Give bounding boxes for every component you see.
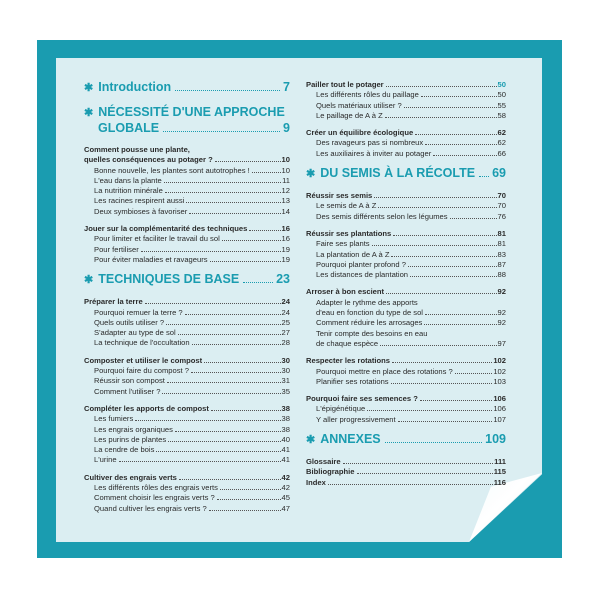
toc-entry <box>306 260 506 270</box>
toc-group <box>84 297 290 348</box>
entry-page-number: 50 <box>497 80 506 89</box>
chapter-entry <box>84 224 290 234</box>
leader-dots <box>408 266 497 267</box>
entry-title: Réussir ses plantations <box>306 228 392 238</box>
toc-entry <box>306 90 506 100</box>
toc-entry <box>306 318 506 328</box>
entry-page-number: 50 <box>497 90 506 100</box>
chapter-entry <box>306 128 506 138</box>
leader-dots <box>135 420 280 421</box>
leader-dots <box>425 144 496 145</box>
toc-entry <box>306 339 506 349</box>
leader-dots <box>220 489 281 490</box>
leader-dots <box>179 479 281 480</box>
leader-dots <box>367 410 492 411</box>
chapter-entry <box>84 145 290 155</box>
entry-page-number: 38 <box>281 424 290 434</box>
toc-group <box>84 473 290 514</box>
entry-title: Tenir compte des besoins en eau <box>316 328 428 338</box>
entry-page-number: 87 <box>497 259 506 269</box>
entry-page-number: 45 <box>281 493 290 503</box>
entry-title: Pourquoi planter profond ? <box>316 259 406 269</box>
toc-entry <box>84 387 290 397</box>
toc-group <box>306 457 506 488</box>
entry-title: Quand cultiver les engrais verts ? <box>94 503 207 513</box>
section-page-number: 9 <box>283 121 290 135</box>
leader-dots <box>178 334 281 335</box>
entry-title: Composter et utiliser le compost <box>84 355 203 365</box>
entry-page-number: 38 <box>281 414 290 424</box>
entry-title: Jouer sur la complémentarité des techniques <box>84 224 248 234</box>
toc-group <box>84 145 290 217</box>
toc-entry <box>84 245 290 255</box>
entry-page-number: 92 <box>497 318 506 328</box>
toc-entry <box>306 308 506 318</box>
chapter-entry <box>306 229 506 239</box>
leader-dots <box>209 510 281 511</box>
entry-title: Glossaire <box>306 457 341 467</box>
entry-title: La cendre de bois <box>94 445 155 455</box>
chapter-entry <box>306 191 506 201</box>
entry-title: Des semis différents selon les légumes <box>316 211 448 221</box>
leader-dots <box>211 410 281 411</box>
toc-entry <box>306 239 506 249</box>
chapter-entry <box>306 394 506 404</box>
leader-dots <box>204 362 280 363</box>
entry-page-number: 35 <box>281 386 290 396</box>
section-title: NÉCESSITÉ D'UNE APPROCHE <box>98 105 285 119</box>
toc-group <box>306 128 506 159</box>
toc-entry <box>84 196 290 206</box>
section-title: ANNEXES <box>320 432 381 447</box>
toc-entry <box>84 455 290 465</box>
entry-title: Réussir son compost <box>94 376 165 386</box>
leader-dots <box>386 86 497 87</box>
chapter-entry <box>84 155 290 165</box>
entry-title: Préparer la terre <box>84 297 143 307</box>
toc-group <box>306 229 506 280</box>
leader-dots <box>425 314 497 315</box>
leader-dots <box>415 134 496 135</box>
entry-page-number: 47 <box>281 503 290 513</box>
entry-title: Comment choisir les engrais verts ? <box>94 493 215 503</box>
chapter-entry <box>306 287 506 297</box>
toc-entry <box>84 483 290 493</box>
entry-title: Les engrais organiques <box>94 424 173 434</box>
entry-page-number: 41 <box>281 445 290 455</box>
leader-dots <box>391 256 496 257</box>
leader-dots <box>165 192 281 193</box>
leader-dots <box>398 421 493 422</box>
leader-dots <box>167 382 281 383</box>
entry-page-number: 25 <box>281 317 290 327</box>
leader-dots <box>386 293 496 294</box>
leader-dots <box>420 400 492 401</box>
entry-page-number: 81 <box>497 228 506 238</box>
toc-group <box>306 287 506 349</box>
toc-entry <box>84 425 290 435</box>
toc-entry <box>84 445 290 455</box>
entry-title: S'adapter au type de sol <box>94 328 176 338</box>
toc-entry <box>84 366 290 376</box>
section-heading <box>84 80 290 96</box>
entry-page-number: 19 <box>281 254 290 264</box>
section-heading <box>306 166 506 182</box>
leader-dots <box>404 107 497 108</box>
toc-entry <box>84 207 290 217</box>
toc-group <box>306 356 506 387</box>
leader-dots <box>374 197 496 198</box>
leader-dots <box>141 251 281 252</box>
toc-entry <box>306 270 506 280</box>
entry-title: Le semis de A à Z <box>316 201 377 211</box>
snowflake-icon: ✱ <box>306 434 316 447</box>
entry-title: L'urine <box>94 455 117 465</box>
leader-dots <box>252 172 281 173</box>
leader-dots <box>222 240 281 241</box>
entry-page-number: 70 <box>497 201 506 211</box>
section-title: DU SEMIS À LA RÉCOLTE <box>320 166 476 181</box>
leader-dots <box>192 344 281 345</box>
entry-title: La nutrition minérale <box>94 186 163 196</box>
entry-page-number: 106 <box>493 404 506 414</box>
leader-dots <box>343 463 494 464</box>
entry-title: Les purins de plantes <box>94 434 167 444</box>
section-title-line <box>84 105 290 121</box>
entry-title: Cultiver des engrais verts <box>84 472 177 482</box>
entry-page-number: 102 <box>493 366 506 376</box>
toc-entry <box>306 377 506 387</box>
entry-title: Pourquoi mettre en place des rotations ? <box>316 366 453 376</box>
chapter-entry <box>84 404 290 414</box>
leader-dots <box>145 303 281 304</box>
section-page-number: 7 <box>283 80 290 94</box>
entry-title: Comment l'utiliser ? <box>94 386 161 396</box>
toc-column-right <box>306 80 506 495</box>
toc-group <box>84 356 290 397</box>
entry-page-number: 92 <box>497 308 506 318</box>
section-title: GLOBALE <box>98 121 160 135</box>
toc-entry <box>84 255 290 265</box>
leader-dots <box>433 155 496 156</box>
toc-entry <box>84 308 290 318</box>
entry-page-number: 81 <box>497 239 506 249</box>
toc-entry <box>84 234 290 244</box>
entry-page-number: 16 <box>281 234 290 244</box>
entry-page-number: 38 <box>281 403 290 413</box>
section-title-line <box>84 121 290 136</box>
entry-page-number: 10 <box>281 155 290 165</box>
toc-entry <box>306 101 506 111</box>
entry-title: Pourquoi remuer la terre ? <box>94 307 183 317</box>
entry-title: Bonne nouvelle, les plantes sont autotrophes ! <box>94 165 250 175</box>
section-page-number: 23 <box>276 272 290 287</box>
leader-dots <box>249 230 280 231</box>
leader-dots <box>424 324 496 325</box>
entry-title: Pourquoi faire du compost ? <box>94 366 189 376</box>
toc-entry <box>84 435 290 445</box>
entry-title: La plantation de A à Z <box>316 249 390 259</box>
section-title: TECHNIQUES DE BASE <box>98 272 240 287</box>
entry-title: Index <box>306 477 326 487</box>
entry-title: La technique de l'occultation <box>94 338 190 348</box>
section-heading <box>306 432 506 448</box>
toc-entry <box>306 329 506 339</box>
leader-dots <box>119 461 281 462</box>
entry-page-number: 30 <box>281 366 290 376</box>
leader-dots <box>421 96 497 97</box>
toc-entry <box>84 504 290 514</box>
entry-title: Les distances de plantation <box>316 270 409 280</box>
leader-dots <box>166 324 280 325</box>
entry-page-number: 76 <box>497 211 506 221</box>
toc-group <box>306 80 506 121</box>
entry-title: Y aller progressivement <box>316 414 396 424</box>
section-heading <box>84 105 290 136</box>
toc-entry <box>306 367 506 377</box>
entry-title: Pour éviter maladies et ravageurs <box>94 254 208 264</box>
chapter-entry <box>306 478 506 488</box>
toc-entry <box>306 111 506 121</box>
entry-title: d'eau en fonction du type de sol <box>316 308 423 318</box>
leader-dots <box>410 276 497 277</box>
entry-title: Comment réduire les arrosages <box>316 318 423 328</box>
entry-title: Pailler tout le potager <box>306 80 384 89</box>
entry-title: Deux symbioses à favoriser <box>94 206 188 216</box>
entry-page-number: 111 <box>494 457 506 467</box>
entry-title: Créer un équilibre écologique <box>306 128 414 138</box>
entry-title: Les différents rôles des engrais verts <box>94 483 218 493</box>
entry-title: Pour limiter et faciliter le travail du sol <box>94 234 220 244</box>
leader-dots <box>392 362 492 363</box>
chapter-entry <box>306 80 506 90</box>
entry-page-number: 107 <box>493 414 506 424</box>
leader-dots <box>393 235 496 236</box>
leader-dots <box>378 207 496 208</box>
leader-dots <box>450 218 497 219</box>
entry-title: Pour fertiliser <box>94 244 139 254</box>
entry-page-number: 31 <box>281 376 290 386</box>
leader-dots <box>164 182 281 183</box>
entry-page-number: 24 <box>281 297 290 307</box>
entry-title: Faire ses plants <box>316 239 370 249</box>
leader-dots <box>455 373 493 374</box>
leader-dots <box>156 451 280 452</box>
entry-page-number: 115 <box>493 467 506 477</box>
toc-entry <box>84 493 290 503</box>
entry-title: L'eau dans la plante <box>94 175 162 185</box>
entry-title: Les auxiliaires à inviter au potager <box>316 148 432 158</box>
toc-entry <box>306 138 506 148</box>
toc-entry <box>84 328 290 338</box>
leader-dots <box>186 202 280 203</box>
snowflake-icon: ✱ <box>84 274 94 287</box>
entry-title: Comment pousse une plante, <box>84 145 190 154</box>
entry-title: Compléter les apports de compost <box>84 403 209 413</box>
toc-group <box>306 191 506 222</box>
entry-page-number: 12 <box>281 186 290 196</box>
entry-page-number: 14 <box>281 206 290 216</box>
entry-title: L'épigénétique <box>316 404 366 414</box>
entry-title: Arroser à bon escient <box>306 287 385 297</box>
chapter-entry <box>84 473 290 483</box>
entry-page-number: 30 <box>281 355 290 365</box>
entry-page-number: 102 <box>493 356 506 366</box>
entry-page-number: 13 <box>281 196 290 206</box>
leader-dots <box>243 282 273 283</box>
snowflake-icon: ✱ <box>306 168 316 181</box>
leader-dots <box>385 442 482 443</box>
leader-dots <box>162 393 280 394</box>
leader-dots <box>168 441 280 442</box>
entry-page-number: 10 <box>281 165 290 175</box>
leader-dots <box>215 161 281 162</box>
leader-dots <box>357 473 493 474</box>
entry-title: quelles conséquences au potager ? <box>84 155 213 165</box>
entry-title: Les différents rôles du paillage <box>316 90 419 100</box>
leader-dots <box>210 261 281 262</box>
entry-page-number: 28 <box>281 338 290 348</box>
entry-page-number: 24 <box>281 307 290 317</box>
toc-entry <box>306 212 506 222</box>
entry-page-number: 83 <box>497 249 506 259</box>
entry-title: Des ravageurs pas si nombreux <box>316 138 424 148</box>
entry-page-number: 16 <box>281 224 290 234</box>
section-page-number: 69 <box>492 166 506 181</box>
entry-title: Quels matériaux utiliser ? <box>316 100 402 110</box>
entry-title: Planifier ses rotations <box>316 376 389 386</box>
toc-entry <box>306 250 506 260</box>
toc-entry <box>306 149 506 159</box>
entry-page-number: 41 <box>281 455 290 465</box>
entry-title: Les racines respirent aussi <box>94 196 185 206</box>
entry-page-number: 106 <box>493 394 506 404</box>
toc-entry <box>306 404 506 414</box>
chapter-entry <box>84 297 290 307</box>
entry-title: Pourquoi faire ses semences ? <box>306 394 418 404</box>
toc-entry <box>84 166 290 176</box>
entry-title: Quels outils utiliser ? <box>94 317 165 327</box>
entry-title: Respecter les rotations <box>306 356 390 366</box>
leader-dots <box>189 213 280 214</box>
entry-page-number: 19 <box>281 244 290 254</box>
entry-title: Bibliographie <box>306 467 355 477</box>
leader-dots <box>391 383 493 384</box>
entry-title: Réussir ses semis <box>306 191 373 201</box>
entry-page-number: 62 <box>497 138 506 148</box>
leader-dots <box>163 131 280 132</box>
entry-page-number: 70 <box>497 191 506 201</box>
section-heading <box>84 272 290 288</box>
toc-entry <box>84 186 290 196</box>
chapter-entry <box>306 356 506 366</box>
entry-page-number: 11 <box>282 175 290 185</box>
entry-page-number: 40 <box>281 434 290 444</box>
toc-entry <box>306 415 506 425</box>
leader-dots <box>479 176 489 177</box>
leader-dots <box>185 314 281 315</box>
leader-dots <box>372 245 497 246</box>
entry-title: Les fumiers <box>94 414 134 424</box>
entry-page-number: 97 <box>497 338 506 348</box>
entry-page-number: 92 <box>497 287 506 297</box>
toc-entry <box>84 176 290 186</box>
leader-dots <box>217 499 281 500</box>
snowflake-icon: ✱ <box>84 82 94 94</box>
toc-entry <box>84 414 290 424</box>
entry-page-number: 58 <box>497 110 506 120</box>
entry-page-number: 116 <box>493 477 506 487</box>
entry-page-number: 66 <box>497 148 506 158</box>
snowflake-icon: ✱ <box>84 107 94 119</box>
leader-dots <box>380 345 496 346</box>
toc-entry <box>306 298 506 308</box>
entry-page-number: 27 <box>281 328 290 338</box>
entry-page-number: 103 <box>493 376 506 386</box>
toc-group <box>306 394 506 425</box>
leader-dots <box>175 90 280 91</box>
toc-group <box>84 224 290 265</box>
toc-group <box>84 404 290 466</box>
entry-page-number: 42 <box>281 472 290 482</box>
toc-column-left <box>84 80 290 521</box>
leader-dots <box>385 117 497 118</box>
toc-entry <box>306 201 506 211</box>
entry-title: Le paillage de A à Z <box>316 110 383 120</box>
leader-dots <box>175 431 281 432</box>
leader-dots <box>328 484 493 485</box>
entry-title: Adapter le rythme des apports <box>316 297 418 307</box>
entry-page-number: 42 <box>281 483 290 493</box>
toc-entry <box>84 318 290 328</box>
leader-dots <box>191 372 281 373</box>
entry-page-number: 62 <box>497 128 506 138</box>
section-page-number: 109 <box>485 432 506 447</box>
entry-title: de chaque espèce <box>316 338 379 348</box>
section-title: Introduction <box>98 80 172 94</box>
toc-entry <box>84 376 290 386</box>
chapter-entry <box>84 356 290 366</box>
chapter-entry <box>306 457 506 467</box>
entry-page-number: 88 <box>497 270 506 280</box>
entry-page-number: 55 <box>497 100 506 110</box>
chapter-entry <box>306 467 506 477</box>
toc-entry <box>84 338 290 348</box>
